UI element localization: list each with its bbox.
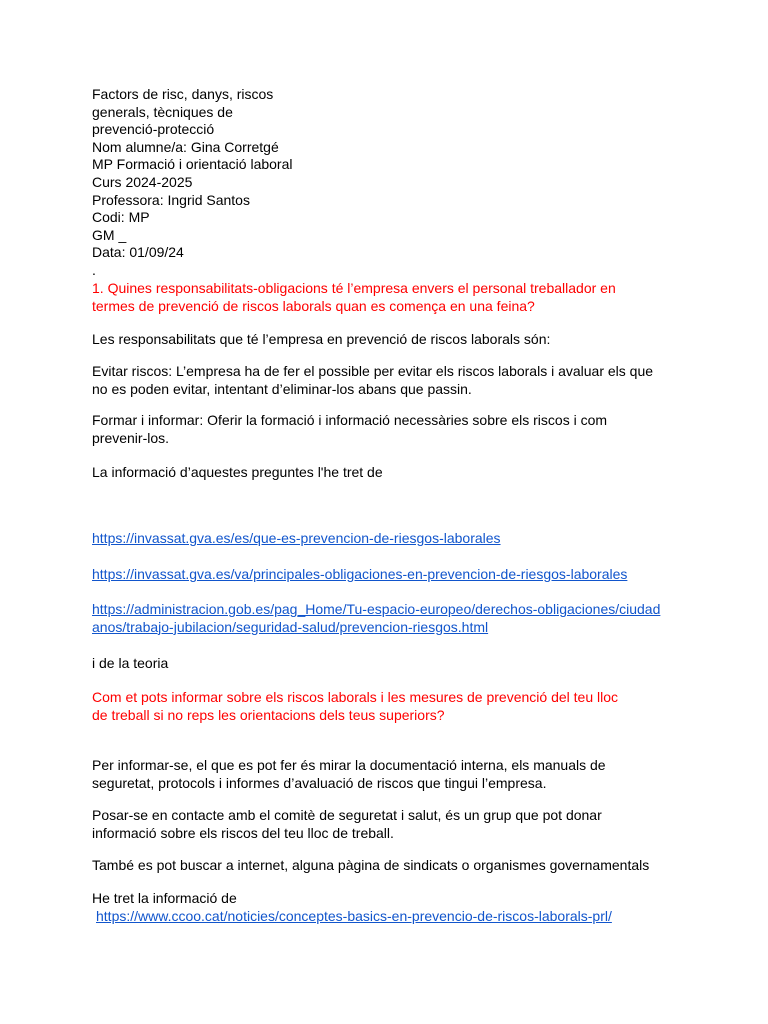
question-2-line-2: de treball si no reps les orientacions dels teus superiors? [92, 706, 445, 723]
answer-2-p1-line-2: seguretat, protocols i informes d’avaluació de riscos que tingui l’empresa. [92, 774, 547, 791]
train-inform-line-1: Formar i informar: Oferir la formació i informació necessàries sobre els riscos i com [92, 412, 608, 428]
answer-2-paragraph-2 [92, 807, 692, 842]
link-invassat-va[interactable]: https://invassat.gva.es/va/principales-obligaciones-en-prevencion-de-riesgos-laborales [92, 566, 628, 582]
answer-2-p2-line-1: Posar-se en contacte amb el comitè de seguretat i salut, és un grup que pot donar [92, 807, 602, 823]
avoid-risks-line-1: Evitar riscos: L’empresa ha de fer el possible per evitar els riscos laborals i avaluar els que [92, 363, 654, 379]
avoid-risks-line-2: no es poden evitar, intentant d’eliminar-los abans que passin. [92, 380, 472, 397]
source-intro-1-text: La informació d’aquestes preguntes l'he tret de [92, 464, 383, 480]
module-name: MP Formació i orientació laboral [92, 156, 293, 173]
course-year: Curs 2024-2025 [92, 173, 193, 190]
train-inform-paragraph [92, 412, 692, 447]
theory-note-text: i de la teoria [92, 655, 169, 671]
document-date: Data: 01/09/24 [92, 244, 184, 261]
link-administracion-line-2[interactable]: anos/trabajo-jubilacion/seguridad-salud/prevencion-riesgos.html [92, 618, 489, 635]
question-1-line-2: termes de prevenció de riscos laborals quan es comença en una feina? [92, 297, 535, 314]
module-code: Codi: MP [92, 209, 150, 226]
source-intro-2 [92, 890, 692, 925]
avoid-risks-paragraph [92, 363, 692, 398]
answer-intro [92, 331, 692, 349]
link-invassat-es[interactable]: https://invassat.gva.es/es/que-es-prevencion-de-riesgos-laborales [92, 530, 501, 546]
link-block-3 [92, 601, 692, 636]
answer-intro-text: Les responsabilitats que té l’empresa en prevenció de riscos laborals són: [92, 331, 551, 347]
question-1-line-1: 1. Quines responsabilitats-obligacions té l’empresa envers el personal treballador en [92, 280, 616, 296]
link-block-1 [92, 530, 692, 548]
question-2-line-1: Com et pots informar sobre els riscos laborals i les mesures de prevenció del teu lloc [92, 689, 619, 705]
theory-note [92, 655, 692, 673]
source-intro-2-text: He tret la informació de [92, 890, 237, 906]
link-administracion-line-1[interactable]: https://administracion.gob.es/pag_Home/Tu-espacio-europeo/derechos-obligaciones/ciudad [92, 601, 661, 617]
link-ccoo[interactable]: https://www.ccoo.cat/noticies/conceptes-basics-en-prevencio-de-riscos-laborals-prl/ [96, 907, 612, 924]
source-link-wrapper [92, 908, 692, 926]
answer-2-p3-text: També es pot buscar a internet, alguna pàgina de sindicats o organismes governamentals [92, 857, 650, 873]
student-name: Nom alumne/a: Gina Corretgé [92, 138, 279, 155]
answer-2-p1-line-1: Per informar-se, el que es pot fer és mirar la documentació interna, els manuals de [92, 757, 606, 773]
answer-2-paragraph-1 [92, 757, 692, 792]
link-block-2 [92, 566, 692, 584]
group-code: GM _ [92, 226, 127, 243]
document-header [92, 86, 692, 280]
answer-2-p2-line-2: informació sobre els riscos del teu lloc de treball. [92, 824, 394, 841]
separator-dot: . [92, 261, 96, 278]
title-line-1: Factors de risc, danys, riscos [92, 86, 274, 102]
question-1 [92, 280, 692, 315]
answer-2-paragraph-3 [92, 857, 692, 875]
source-intro-1 [92, 464, 692, 482]
train-inform-line-2: prevenir-los. [92, 429, 170, 446]
title-line-2: generals, tècniques de [92, 103, 233, 120]
question-2 [92, 689, 692, 724]
title-line-3: prevenció-protecció [92, 121, 215, 138]
teacher-name: Professora: Ingrid Santos [92, 191, 250, 208]
